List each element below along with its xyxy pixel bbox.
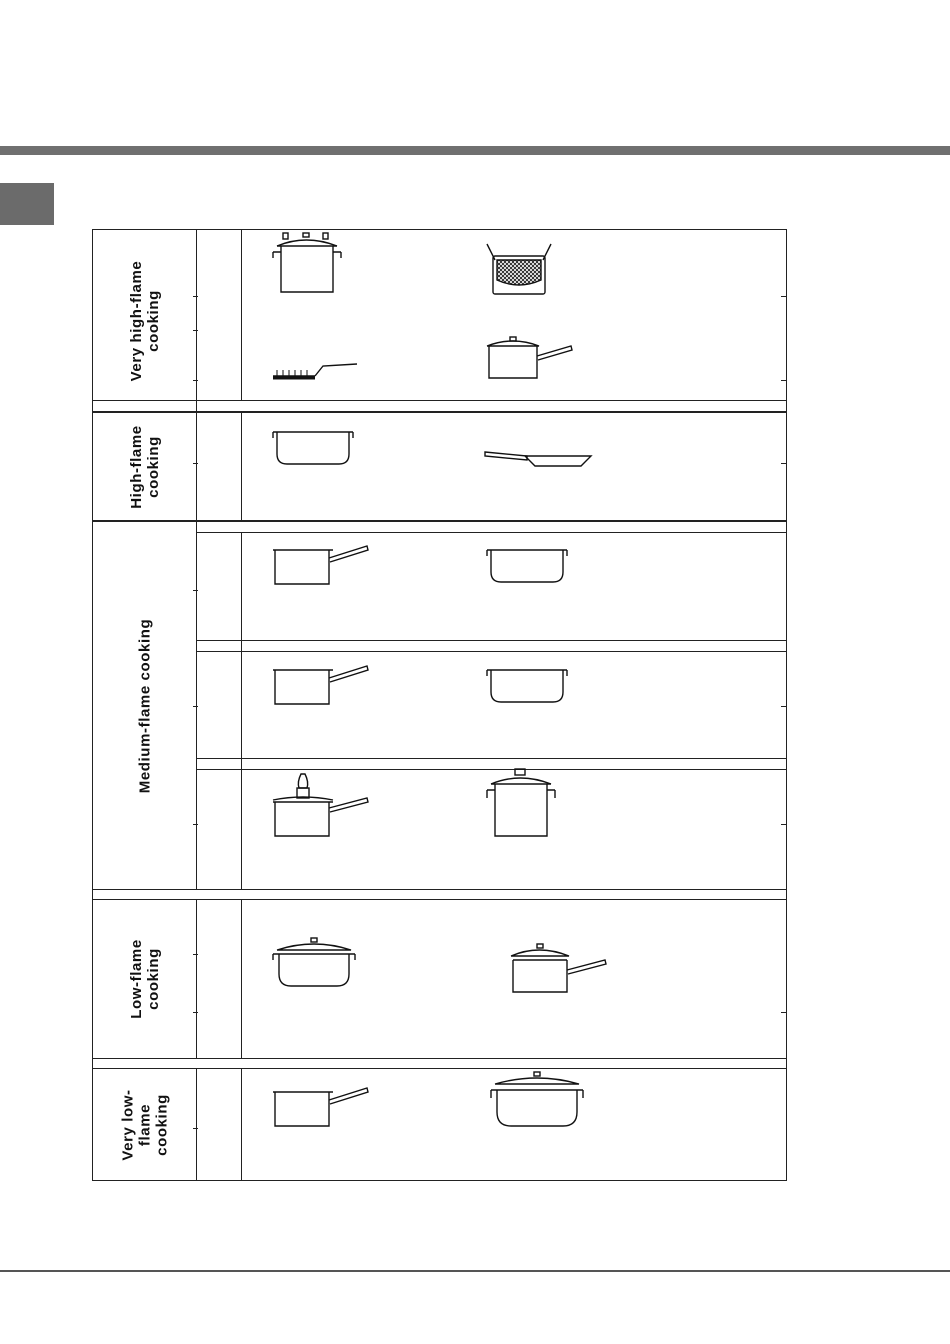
- stockpot-with-lid-icon: [271, 232, 343, 294]
- tick-mark: [781, 380, 786, 381]
- section-label-cell: [93, 413, 197, 521]
- section-label-medium-flame: Medium-flame cooking: [136, 618, 153, 794]
- tick-mark: [193, 824, 198, 825]
- section-label-cell: [93, 230, 197, 412]
- tick-mark: [781, 296, 786, 297]
- section-divider: [93, 889, 786, 900]
- header-bar: [0, 146, 950, 155]
- tick-mark: [193, 380, 198, 381]
- casserole-pot-icon: [485, 666, 569, 706]
- section-label-low-flame: Low-flame cooking: [127, 939, 162, 1019]
- tick-mark: [781, 463, 786, 464]
- saucepan-with-lid-icon: [485, 334, 575, 380]
- tick-mark: [193, 706, 198, 707]
- casserole-with-lid-icon: [271, 936, 357, 988]
- saucepan-icon: [271, 662, 371, 706]
- frying-pan-icon: [483, 448, 593, 470]
- section-very-high-flame: [93, 230, 786, 412]
- section-label-cell: [93, 1069, 197, 1181]
- section-label-very-low-flame: Very low- flame cooking: [119, 1089, 170, 1161]
- stockpot-with-lid-icon: [485, 768, 557, 838]
- column-divider: [241, 900, 242, 1058]
- column-divider: [241, 413, 242, 520]
- tick-mark: [781, 824, 786, 825]
- saucepan-with-lid-icon: [509, 942, 609, 994]
- tick-mark: [193, 590, 198, 591]
- grill-pan-icon: [271, 358, 361, 384]
- column-divider: [241, 230, 242, 400]
- casserole-with-lid-icon: [489, 1070, 585, 1128]
- row-divider: [93, 400, 786, 401]
- tick-mark: [193, 296, 198, 297]
- section-low-flame: [93, 900, 786, 1058]
- sub-row-separator: [197, 640, 786, 652]
- section-divider: [93, 1058, 786, 1069]
- tick-mark: [193, 463, 198, 464]
- casserole-pot-icon: [271, 428, 355, 468]
- flame-cooking-table: [92, 229, 787, 1181]
- frying-basket-icon: [485, 242, 553, 296]
- section-label-cell: [93, 900, 197, 1058]
- pressure-cooker-icon: [271, 772, 371, 838]
- tick-mark: [193, 1012, 198, 1013]
- saucepan-icon: [271, 542, 371, 586]
- casserole-pot-icon: [485, 546, 569, 586]
- footer-line: [0, 1270, 950, 1272]
- saucepan-icon: [271, 1084, 371, 1128]
- tick-mark: [193, 330, 198, 331]
- tick-mark: [193, 1128, 198, 1129]
- section-label-very-high-flame: Very high-flame cooking: [127, 260, 162, 382]
- section-very-low-flame: [93, 1069, 786, 1181]
- column-divider: [241, 1069, 242, 1181]
- section-label-cell: [93, 522, 197, 890]
- column-divider: [241, 532, 242, 889]
- tick-mark: [781, 1012, 786, 1013]
- tick-mark: [781, 706, 786, 707]
- section-label-high-flame: High-flame cooking: [127, 425, 162, 509]
- section-high-flame: [93, 413, 786, 521]
- tick-mark: [193, 954, 198, 955]
- language-tab: [0, 183, 54, 225]
